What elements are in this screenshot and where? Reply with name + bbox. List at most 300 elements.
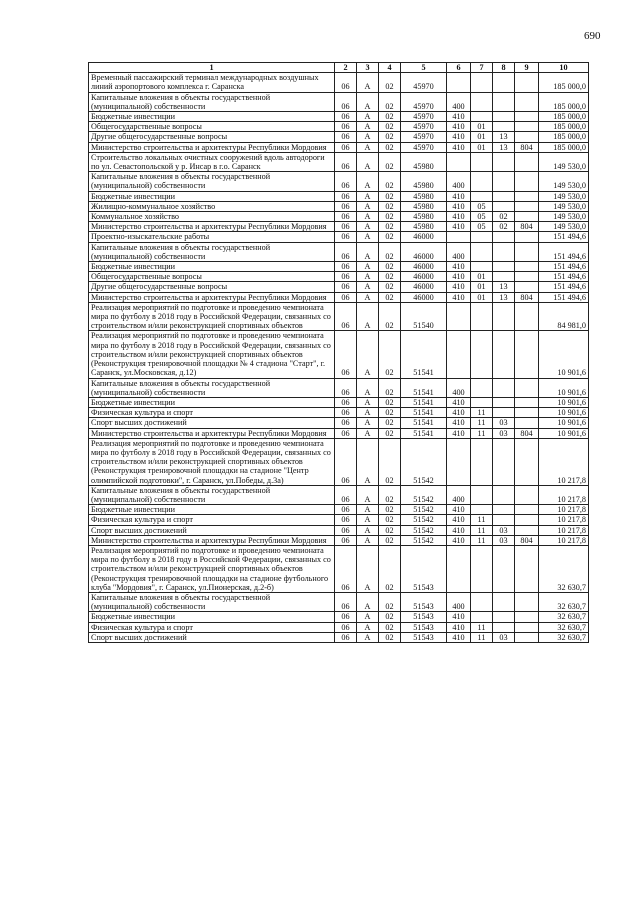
code-division: 01 bbox=[471, 132, 493, 142]
code-section: 06 bbox=[335, 152, 357, 171]
code-subprogram: 02 bbox=[379, 112, 401, 122]
code-program: А bbox=[357, 292, 379, 302]
code-direction: 45980 bbox=[401, 191, 447, 201]
code-subdivision bbox=[493, 172, 515, 191]
row-amount: 151 494,6 bbox=[539, 262, 589, 272]
column-header-4: 4 bbox=[379, 63, 401, 73]
code-direction: 51543 bbox=[401, 612, 447, 622]
code-ministry bbox=[515, 525, 539, 535]
table-row bbox=[89, 438, 589, 485]
row-amount: 10 901,6 bbox=[539, 331, 589, 378]
code-subdivision bbox=[493, 515, 515, 525]
code-program: А bbox=[357, 612, 379, 622]
table-row bbox=[89, 408, 589, 418]
code-division bbox=[471, 438, 493, 485]
table-row bbox=[89, 262, 589, 272]
row-amount: 149 530,0 bbox=[539, 212, 589, 222]
code-section: 06 bbox=[335, 122, 357, 132]
code-ministry bbox=[515, 191, 539, 201]
code-section: 06 bbox=[335, 428, 357, 438]
code-direction: 46000 bbox=[401, 232, 447, 242]
code-division bbox=[471, 592, 493, 611]
code-section: 06 bbox=[335, 612, 357, 622]
code-direction: 45980 bbox=[401, 152, 447, 171]
code-division bbox=[471, 92, 493, 111]
table-row bbox=[89, 505, 589, 515]
code-division: 05 bbox=[471, 212, 493, 222]
code-division: 11 bbox=[471, 632, 493, 642]
code-direction: 45980 bbox=[401, 212, 447, 222]
code-section: 06 bbox=[335, 282, 357, 292]
code-section: 06 bbox=[335, 132, 357, 142]
code-section: 06 bbox=[335, 201, 357, 211]
code-subdivision: 03 bbox=[493, 632, 515, 642]
row-amount: 151 494,6 bbox=[539, 272, 589, 282]
table-row bbox=[89, 73, 589, 92]
row-name: Реализация мероприятий по подготовке и проведению чемпионата мира по футболу в 2018 году в Российской Федерации, связанных со строительством и/или реконструкцией спортивных объектов (Реконструкция тренировочной площадки на стадионе футбольного клуба "Мордовия", г. Саранск, ул.Пионерская, д.2-б) bbox=[89, 545, 335, 592]
code-section: 06 bbox=[335, 272, 357, 282]
code-section: 06 bbox=[335, 535, 357, 545]
row-amount: 149 530,0 bbox=[539, 222, 589, 232]
code-subdivision bbox=[493, 397, 515, 407]
code-direction: 51542 bbox=[401, 525, 447, 535]
code-section: 06 bbox=[335, 622, 357, 632]
table-row bbox=[89, 152, 589, 171]
code-subdivision bbox=[493, 112, 515, 122]
code-ministry bbox=[515, 632, 539, 642]
code-division: 11 bbox=[471, 428, 493, 438]
code-program: А bbox=[357, 302, 379, 331]
row-amount: 149 530,0 bbox=[539, 201, 589, 211]
code-section: 06 bbox=[335, 525, 357, 535]
code-expense-type: 410 bbox=[447, 418, 471, 428]
row-name: Общегосударственные вопросы bbox=[89, 122, 335, 132]
code-expense-type bbox=[447, 545, 471, 592]
row-amount: 10 901,6 bbox=[539, 408, 589, 418]
table-body bbox=[89, 73, 589, 643]
code-program: А bbox=[357, 222, 379, 232]
code-ministry bbox=[515, 212, 539, 222]
row-amount: 151 494,6 bbox=[539, 232, 589, 242]
row-amount: 32 630,7 bbox=[539, 612, 589, 622]
code-subprogram: 02 bbox=[379, 73, 401, 92]
code-direction: 51543 bbox=[401, 592, 447, 611]
row-name: Реализация мероприятий по подготовке и проведению чемпионата мира по футболу в 2018 году в Российской Федерации, связанных со строительством и/или реконструкцией спортивных объектов (Реконструкция тренировочной площадки на стадионе "Центр олимпийской подготовки", г. Саранск, ул.Победы, д.3а) bbox=[89, 438, 335, 485]
row-name: Спорт высших достижений bbox=[89, 632, 335, 642]
row-amount: 10 901,6 bbox=[539, 378, 589, 397]
code-ministry bbox=[515, 545, 539, 592]
code-subprogram: 02 bbox=[379, 152, 401, 171]
row-amount: 185 000,0 bbox=[539, 112, 589, 122]
code-expense-type: 410 bbox=[447, 122, 471, 132]
code-section: 06 bbox=[335, 632, 357, 642]
code-division: 05 bbox=[471, 222, 493, 232]
code-subdivision bbox=[493, 242, 515, 261]
code-expense-type: 400 bbox=[447, 378, 471, 397]
code-section: 06 bbox=[335, 212, 357, 222]
code-ministry bbox=[515, 592, 539, 611]
code-division: 01 bbox=[471, 292, 493, 302]
column-header-8: 8 bbox=[493, 63, 515, 73]
table-row bbox=[89, 397, 589, 407]
code-subdivision: 13 bbox=[493, 132, 515, 142]
code-direction: 51543 bbox=[401, 622, 447, 632]
code-subprogram: 02 bbox=[379, 535, 401, 545]
code-section: 06 bbox=[335, 262, 357, 272]
code-division bbox=[471, 302, 493, 331]
code-division bbox=[471, 172, 493, 191]
code-program: А bbox=[357, 112, 379, 122]
table-row bbox=[89, 112, 589, 122]
code-program: А bbox=[357, 122, 379, 132]
code-section: 06 bbox=[335, 172, 357, 191]
code-subdivision: 03 bbox=[493, 428, 515, 438]
code-subprogram: 02 bbox=[379, 282, 401, 292]
code-subprogram: 02 bbox=[379, 142, 401, 152]
row-amount: 10 901,6 bbox=[539, 418, 589, 428]
table-row bbox=[89, 525, 589, 535]
code-program: А bbox=[357, 505, 379, 515]
row-amount: 32 630,7 bbox=[539, 592, 589, 611]
row-amount: 185 000,0 bbox=[539, 142, 589, 152]
code-ministry bbox=[515, 73, 539, 92]
code-program: А bbox=[357, 191, 379, 201]
table-row bbox=[89, 612, 589, 622]
code-subdivision bbox=[493, 73, 515, 92]
code-subdivision bbox=[493, 592, 515, 611]
code-program: А bbox=[357, 535, 379, 545]
code-division: 01 bbox=[471, 272, 493, 282]
code-ministry bbox=[515, 438, 539, 485]
code-section: 06 bbox=[335, 485, 357, 504]
row-name: Проектно-изыскательские работы bbox=[89, 232, 335, 242]
code-expense-type: 410 bbox=[447, 622, 471, 632]
code-section: 06 bbox=[335, 222, 357, 232]
row-amount: 84 981,0 bbox=[539, 302, 589, 331]
code-division bbox=[471, 545, 493, 592]
row-amount: 10 901,6 bbox=[539, 397, 589, 407]
code-expense-type: 410 bbox=[447, 142, 471, 152]
row-amount: 151 494,6 bbox=[539, 292, 589, 302]
code-program: А bbox=[357, 152, 379, 171]
code-subprogram: 02 bbox=[379, 545, 401, 592]
column-header-7: 7 bbox=[471, 63, 493, 73]
code-program: А bbox=[357, 397, 379, 407]
row-name: Строительство локальных очистных сооружений вдоль автодороги по ул. Севастопольской у р. Инсар в г.о. Саранск bbox=[89, 152, 335, 171]
row-amount: 151 494,6 bbox=[539, 282, 589, 292]
row-name: Другие общегосударственные вопросы bbox=[89, 282, 335, 292]
row-amount: 32 630,7 bbox=[539, 632, 589, 642]
code-division bbox=[471, 232, 493, 242]
code-ministry bbox=[515, 622, 539, 632]
code-direction: 45980 bbox=[401, 172, 447, 191]
code-subdivision bbox=[493, 612, 515, 622]
code-direction: 51540 bbox=[401, 302, 447, 331]
code-program: А bbox=[357, 142, 379, 152]
code-expense-type: 400 bbox=[447, 485, 471, 504]
code-direction: 45970 bbox=[401, 132, 447, 142]
code-subdivision bbox=[493, 408, 515, 418]
code-subdivision: 03 bbox=[493, 535, 515, 545]
code-section: 06 bbox=[335, 292, 357, 302]
code-program: А bbox=[357, 408, 379, 418]
code-expense-type: 410 bbox=[447, 132, 471, 142]
code-subprogram: 02 bbox=[379, 212, 401, 222]
code-expense-type: 410 bbox=[447, 212, 471, 222]
code-subprogram: 02 bbox=[379, 232, 401, 242]
code-division: 01 bbox=[471, 122, 493, 132]
code-division: 11 bbox=[471, 535, 493, 545]
code-ministry bbox=[515, 122, 539, 132]
code-expense-type: 410 bbox=[447, 222, 471, 232]
code-subdivision: 02 bbox=[493, 212, 515, 222]
code-expense-type: 410 bbox=[447, 282, 471, 292]
code-expense-type bbox=[447, 232, 471, 242]
row-amount: 185 000,0 bbox=[539, 132, 589, 142]
row-amount: 10 217,8 bbox=[539, 525, 589, 535]
code-section: 06 bbox=[335, 515, 357, 525]
code-ministry bbox=[515, 132, 539, 142]
code-expense-type: 410 bbox=[447, 272, 471, 282]
code-expense-type: 410 bbox=[447, 515, 471, 525]
code-expense-type: 400 bbox=[447, 172, 471, 191]
column-header-2: 2 bbox=[335, 63, 357, 73]
code-subprogram: 02 bbox=[379, 622, 401, 632]
code-ministry bbox=[515, 232, 539, 242]
code-expense-type: 410 bbox=[447, 201, 471, 211]
code-program: А bbox=[357, 172, 379, 191]
code-expense-type: 410 bbox=[447, 612, 471, 622]
code-subprogram: 02 bbox=[379, 438, 401, 485]
code-expense-type bbox=[447, 302, 471, 331]
code-expense-type bbox=[447, 73, 471, 92]
code-subprogram: 02 bbox=[379, 632, 401, 642]
code-direction: 45970 bbox=[401, 142, 447, 152]
code-ministry bbox=[515, 262, 539, 272]
code-subdivision bbox=[493, 331, 515, 378]
code-direction: 51542 bbox=[401, 505, 447, 515]
code-subprogram: 02 bbox=[379, 505, 401, 515]
code-program: А bbox=[357, 201, 379, 211]
code-direction: 45970 bbox=[401, 92, 447, 111]
code-subdivision bbox=[493, 378, 515, 397]
code-subprogram: 02 bbox=[379, 302, 401, 331]
code-division: 05 bbox=[471, 201, 493, 211]
code-division: 11 bbox=[471, 408, 493, 418]
row-name: Спорт высших достижений bbox=[89, 418, 335, 428]
code-ministry bbox=[515, 282, 539, 292]
code-subprogram: 02 bbox=[379, 132, 401, 142]
code-direction: 51543 bbox=[401, 545, 447, 592]
row-name: Министерство строительства и архитектуры Республики Мордовия bbox=[89, 142, 335, 152]
code-expense-type: 410 bbox=[447, 428, 471, 438]
code-subprogram: 02 bbox=[379, 222, 401, 232]
table-header-row bbox=[89, 63, 589, 73]
row-name: Бюджетные инвестиции bbox=[89, 612, 335, 622]
row-amount: 185 000,0 bbox=[539, 73, 589, 92]
column-header-9: 9 bbox=[515, 63, 539, 73]
row-name: Бюджетные инвестиции bbox=[89, 262, 335, 272]
code-ministry bbox=[515, 201, 539, 211]
code-subprogram: 02 bbox=[379, 92, 401, 111]
code-program: А bbox=[357, 92, 379, 111]
code-direction: 51542 bbox=[401, 515, 447, 525]
code-subprogram: 02 bbox=[379, 428, 401, 438]
code-division: 11 bbox=[471, 515, 493, 525]
row-name: Министерство строительства и архитектуры Республики Мордовия bbox=[89, 222, 335, 232]
code-program: А bbox=[357, 242, 379, 261]
code-division bbox=[471, 397, 493, 407]
code-subprogram: 02 bbox=[379, 592, 401, 611]
code-subdivision bbox=[493, 505, 515, 515]
code-subprogram: 02 bbox=[379, 515, 401, 525]
code-section: 06 bbox=[335, 408, 357, 418]
code-direction: 45980 bbox=[401, 222, 447, 232]
code-subprogram: 02 bbox=[379, 485, 401, 504]
row-amount: 32 630,7 bbox=[539, 545, 589, 592]
code-direction: 51541 bbox=[401, 428, 447, 438]
code-ministry bbox=[515, 112, 539, 122]
column-header-3: 3 bbox=[357, 63, 379, 73]
code-expense-type bbox=[447, 331, 471, 378]
code-division bbox=[471, 485, 493, 504]
code-direction: 46000 bbox=[401, 242, 447, 261]
code-section: 06 bbox=[335, 142, 357, 152]
code-division bbox=[471, 73, 493, 92]
row-amount: 185 000,0 bbox=[539, 122, 589, 132]
row-name: Другие общегосударственные вопросы bbox=[89, 132, 335, 142]
code-ministry bbox=[515, 152, 539, 171]
code-subprogram: 02 bbox=[379, 122, 401, 132]
row-name: Капитальные вложения в объекты государственной (муниципальной) собственности bbox=[89, 92, 335, 111]
table-row bbox=[89, 485, 589, 504]
code-subdivision bbox=[493, 232, 515, 242]
row-amount: 149 530,0 bbox=[539, 191, 589, 201]
code-subprogram: 02 bbox=[379, 612, 401, 622]
code-division bbox=[471, 112, 493, 122]
row-name: Физическая культура и спорт bbox=[89, 622, 335, 632]
table-row bbox=[89, 142, 589, 152]
code-ministry bbox=[515, 378, 539, 397]
code-ministry bbox=[515, 408, 539, 418]
table-row bbox=[89, 172, 589, 191]
code-section: 06 bbox=[335, 191, 357, 201]
code-subdivision bbox=[493, 92, 515, 111]
code-program: А bbox=[357, 622, 379, 632]
row-amount: 10 217,8 bbox=[539, 505, 589, 515]
code-subdivision: 02 bbox=[493, 222, 515, 232]
row-name: Капитальные вложения в объекты государственной (муниципальной) собственности bbox=[89, 378, 335, 397]
code-program: А bbox=[357, 262, 379, 272]
code-expense-type: 400 bbox=[447, 592, 471, 611]
budget-table bbox=[88, 62, 589, 643]
row-name: Временный пассажирский терминал международных воздушных линий аэропортового комплекса г. Саранска bbox=[89, 73, 335, 92]
code-section: 06 bbox=[335, 302, 357, 331]
code-subdivision bbox=[493, 438, 515, 485]
code-ministry bbox=[515, 172, 539, 191]
code-section: 06 bbox=[335, 232, 357, 242]
table-row bbox=[89, 222, 589, 232]
code-section: 06 bbox=[335, 73, 357, 92]
code-program: А bbox=[357, 132, 379, 142]
code-program: А bbox=[357, 438, 379, 485]
row-name: Капитальные вложения в объекты государственной (муниципальной) собственности bbox=[89, 172, 335, 191]
table-row bbox=[89, 331, 589, 378]
code-subprogram: 02 bbox=[379, 292, 401, 302]
code-program: А bbox=[357, 418, 379, 428]
code-subprogram: 02 bbox=[379, 262, 401, 272]
code-ministry: 804 bbox=[515, 292, 539, 302]
code-expense-type: 410 bbox=[447, 408, 471, 418]
table-row bbox=[89, 545, 589, 592]
table-row bbox=[89, 378, 589, 397]
code-subdivision bbox=[493, 302, 515, 331]
table-row bbox=[89, 428, 589, 438]
row-name: Бюджетные инвестиции bbox=[89, 112, 335, 122]
code-program: А bbox=[357, 428, 379, 438]
row-amount: 185 000,0 bbox=[539, 92, 589, 111]
code-program: А bbox=[357, 331, 379, 378]
code-program: А bbox=[357, 282, 379, 292]
code-division: 11 bbox=[471, 622, 493, 632]
code-expense-type bbox=[447, 152, 471, 171]
code-subprogram: 02 bbox=[379, 418, 401, 428]
code-program: А bbox=[357, 632, 379, 642]
code-direction: 46000 bbox=[401, 292, 447, 302]
code-program: А bbox=[357, 545, 379, 592]
code-subdivision bbox=[493, 622, 515, 632]
code-subdivision bbox=[493, 485, 515, 504]
code-direction: 45970 bbox=[401, 122, 447, 132]
code-division bbox=[471, 331, 493, 378]
code-subprogram: 02 bbox=[379, 525, 401, 535]
row-name: Капитальные вложения в объекты государственной (муниципальной) собственности bbox=[89, 592, 335, 611]
code-section: 06 bbox=[335, 505, 357, 515]
code-section: 06 bbox=[335, 331, 357, 378]
row-amount: 10 217,8 bbox=[539, 515, 589, 525]
table-row bbox=[89, 632, 589, 642]
code-subprogram: 02 bbox=[379, 378, 401, 397]
code-expense-type: 400 bbox=[447, 242, 471, 261]
code-program: А bbox=[357, 485, 379, 504]
code-subprogram: 02 bbox=[379, 408, 401, 418]
code-ministry bbox=[515, 485, 539, 504]
code-division bbox=[471, 505, 493, 515]
code-ministry bbox=[515, 92, 539, 111]
code-direction: 51543 bbox=[401, 632, 447, 642]
code-program: А bbox=[357, 515, 379, 525]
code-division bbox=[471, 191, 493, 201]
table-row bbox=[89, 282, 589, 292]
code-ministry bbox=[515, 418, 539, 428]
row-amount: 10 217,8 bbox=[539, 438, 589, 485]
code-ministry bbox=[515, 242, 539, 261]
code-ministry: 804 bbox=[515, 222, 539, 232]
code-ministry: 804 bbox=[515, 535, 539, 545]
code-ministry bbox=[515, 272, 539, 282]
code-program: А bbox=[357, 592, 379, 611]
code-division: 01 bbox=[471, 142, 493, 152]
table-row bbox=[89, 622, 589, 632]
code-program: А bbox=[357, 73, 379, 92]
code-expense-type: 410 bbox=[447, 535, 471, 545]
code-subdivision: 13 bbox=[493, 292, 515, 302]
code-division bbox=[471, 378, 493, 397]
code-expense-type: 410 bbox=[447, 112, 471, 122]
code-section: 06 bbox=[335, 418, 357, 428]
row-amount: 10 217,8 bbox=[539, 535, 589, 545]
code-division bbox=[471, 242, 493, 261]
